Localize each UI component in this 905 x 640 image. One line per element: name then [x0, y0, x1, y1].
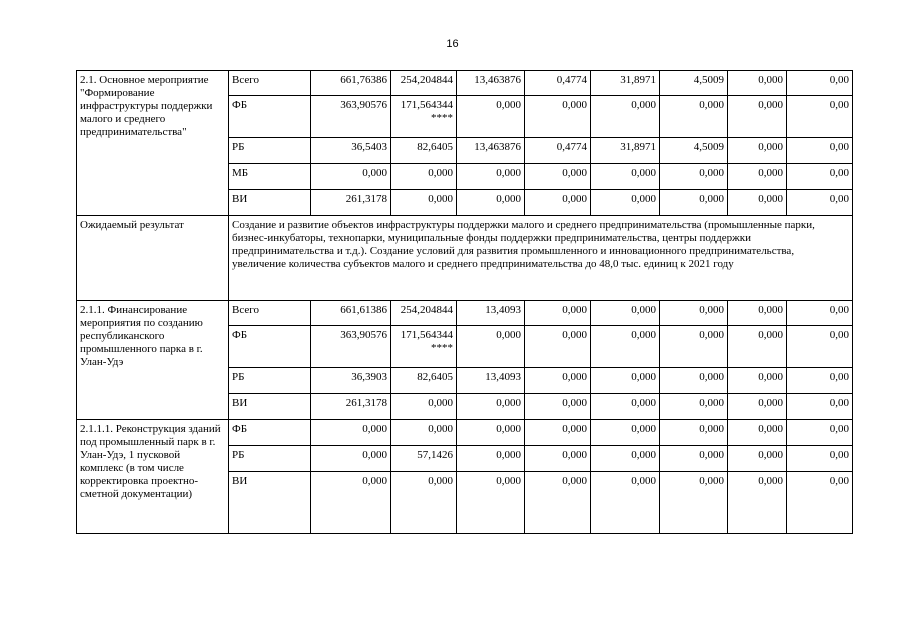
- amount-cell: [591, 472, 660, 534]
- amount-value: 0,000: [496, 167, 521, 179]
- amount-cell: [660, 138, 728, 164]
- amount-cell: [787, 71, 853, 96]
- amount-value: 363,90576: [340, 329, 387, 341]
- expected-result-label: Ожидаемый результат: [77, 216, 229, 301]
- amount-value: 0,000: [496, 449, 521, 461]
- amount-cell: [311, 446, 391, 472]
- amount-cell: [311, 71, 391, 96]
- amount-value: 0,000: [758, 423, 783, 435]
- amount-cell: [391, 394, 457, 420]
- amount-cell: [525, 326, 591, 368]
- amount-cell: [591, 394, 660, 420]
- amount-cell: [311, 301, 391, 326]
- amount-cell: [525, 164, 591, 190]
- amount-cell: [787, 472, 853, 534]
- amount-value: 0,00: [829, 167, 849, 179]
- amount-cell: [728, 446, 787, 472]
- amount-value: 0,000: [758, 371, 783, 383]
- budget-table: [76, 70, 853, 534]
- amount-cell: [525, 190, 591, 216]
- amount-value: 0,000: [758, 397, 783, 409]
- amount-cell: [591, 420, 660, 446]
- amount-value: 0,000: [362, 167, 387, 179]
- amount-value: 0,000: [562, 423, 587, 435]
- amount-value: 82,6405: [417, 141, 453, 153]
- amount-cell: [457, 190, 525, 216]
- funding-source: ВИ: [229, 472, 311, 534]
- amount-value: 254,204844: [400, 74, 453, 86]
- amount-value: 0,000: [562, 304, 587, 316]
- amount-value: 0,00: [829, 423, 849, 435]
- amount-value: 0,00: [829, 449, 849, 461]
- amount-cell: [591, 446, 660, 472]
- amount-cell: [391, 420, 457, 446]
- amount-value: 171,564344: [400, 329, 453, 341]
- funding-source: РБ: [229, 368, 311, 394]
- amount-value: 0,000: [758, 141, 783, 153]
- table-row: [77, 71, 853, 96]
- amount-value: 0,000: [428, 193, 453, 205]
- amount-cell: [728, 301, 787, 326]
- amount-cell: [311, 326, 391, 368]
- amount-cell: [311, 394, 391, 420]
- amount-cell: [660, 164, 728, 190]
- amount-cell: [660, 326, 728, 368]
- amount-value: 13,4093: [485, 371, 521, 383]
- footnote-mark: ****: [431, 342, 453, 354]
- amount-cell: [660, 71, 728, 96]
- amount-cell: [525, 420, 591, 446]
- amount-cell: [457, 138, 525, 164]
- amount-value: 0,000: [699, 449, 724, 461]
- funding-source: Всего: [229, 301, 311, 326]
- amount-cell: [525, 138, 591, 164]
- amount-value: 0,000: [699, 475, 724, 487]
- amount-cell: [457, 96, 525, 138]
- amount-value: 31,8971: [620, 74, 656, 86]
- funding-source: ВИ: [229, 190, 311, 216]
- amount-value: 0,000: [562, 193, 587, 205]
- amount-cell: [391, 446, 457, 472]
- amount-cell: [787, 190, 853, 216]
- amount-cell: [391, 190, 457, 216]
- funding-source: ВИ: [229, 394, 311, 420]
- amount-value: 36,5403: [351, 141, 387, 153]
- amount-cell: [660, 190, 728, 216]
- amount-cell: [311, 164, 391, 190]
- amount-value: 363,90576: [340, 99, 387, 111]
- expected-result-row: [77, 216, 853, 301]
- amount-value: 0,00: [829, 193, 849, 205]
- amount-value: 0,00: [829, 141, 849, 153]
- amount-cell: [591, 326, 660, 368]
- amount-cell: [311, 138, 391, 164]
- funding-source: Всего: [229, 71, 311, 96]
- amount-value: 0,000: [758, 193, 783, 205]
- amount-value: 0,000: [631, 304, 656, 316]
- amount-value: 0,000: [699, 397, 724, 409]
- amount-value: 0,000: [699, 167, 724, 179]
- amount-value: 0,000: [362, 423, 387, 435]
- amount-value: 0,000: [758, 449, 783, 461]
- funding-source: МБ: [229, 164, 311, 190]
- amount-value: 4,5009: [693, 141, 724, 153]
- page-number: 16: [446, 38, 459, 50]
- amount-value: 0,000: [562, 329, 587, 341]
- amount-value: 0,000: [562, 475, 587, 487]
- amount-cell: [525, 394, 591, 420]
- amount-value: 31,8971: [620, 141, 656, 153]
- amount-cell: [728, 420, 787, 446]
- amount-cell: [787, 420, 853, 446]
- amount-value: 0,000: [631, 397, 656, 409]
- amount-value: 0,00: [829, 329, 849, 341]
- amount-value: 82,6405: [417, 371, 453, 383]
- amount-value: 0,4774: [556, 74, 587, 86]
- amount-cell: [728, 164, 787, 190]
- amount-cell: [591, 96, 660, 138]
- amount-cell: [660, 96, 728, 138]
- amount-value: 0,000: [699, 193, 724, 205]
- amount-cell: [457, 472, 525, 534]
- footnote-mark: ****: [431, 112, 453, 124]
- amount-value: 13,463876: [474, 74, 521, 86]
- amount-cell: [660, 420, 728, 446]
- amount-value: 0,00: [829, 397, 849, 409]
- amount-value: 0,000: [699, 423, 724, 435]
- amount-cell: [728, 394, 787, 420]
- amount-value: 0,000: [428, 423, 453, 435]
- amount-cell: [787, 301, 853, 326]
- amount-cell: [728, 472, 787, 534]
- amount-cell: [787, 138, 853, 164]
- amount-value: 0,000: [496, 99, 521, 111]
- amount-cell: [525, 368, 591, 394]
- amount-value: 0,000: [562, 449, 587, 461]
- amount-value: 0,000: [496, 329, 521, 341]
- amount-value: 0,000: [758, 74, 783, 86]
- amount-cell: [311, 368, 391, 394]
- amount-value: 661,76386: [340, 74, 387, 86]
- amount-cell: [391, 301, 457, 326]
- funding-source: ФБ: [229, 96, 311, 138]
- activity-label: 2.1.1. Финансирование мероприятия по созданию республиканского промышленного парка в г. Улан-Удэ: [77, 301, 229, 420]
- amount-cell: [591, 138, 660, 164]
- amount-cell: [311, 96, 391, 138]
- amount-cell: [391, 96, 457, 138]
- amount-cell: [591, 190, 660, 216]
- amount-cell: [457, 368, 525, 394]
- amount-value: 0,000: [758, 329, 783, 341]
- amount-cell: [787, 96, 853, 138]
- amount-cell: [311, 420, 391, 446]
- amount-cell: [457, 301, 525, 326]
- amount-cell: [457, 394, 525, 420]
- amount-value: 0,000: [496, 423, 521, 435]
- amount-cell: [660, 472, 728, 534]
- amount-cell: [787, 326, 853, 368]
- amount-value: 13,463876: [474, 141, 521, 153]
- amount-cell: [660, 368, 728, 394]
- amount-value: 0,000: [562, 371, 587, 383]
- amount-value: 0,000: [631, 449, 656, 461]
- amount-cell: [457, 420, 525, 446]
- amount-cell: [525, 96, 591, 138]
- amount-cell: [660, 394, 728, 420]
- amount-value: 57,1426: [417, 449, 453, 461]
- funding-source: ФБ: [229, 326, 311, 368]
- amount-cell: [457, 326, 525, 368]
- amount-value: 254,204844: [400, 304, 453, 316]
- funding-source: ФБ: [229, 420, 311, 446]
- amount-value: 0,000: [428, 397, 453, 409]
- amount-value: 0,000: [631, 329, 656, 341]
- amount-value: 0,000: [758, 167, 783, 179]
- amount-value: 0,000: [496, 193, 521, 205]
- amount-cell: [525, 301, 591, 326]
- amount-cell: [391, 138, 457, 164]
- amount-cell: [728, 71, 787, 96]
- amount-cell: [457, 446, 525, 472]
- amount-value: 0,000: [631, 371, 656, 383]
- amount-value: 0,000: [562, 397, 587, 409]
- amount-value: 0,000: [631, 423, 656, 435]
- expected-result-text: Создание и развитие объектов инфраструктуры поддержки малого и среднего предпринимательства (промышленные парки, бизнес-инкубаторы, технопарки, муниципальные фонды поддержки предпринимательства, центры поддержки предпринимательства и т.д.). Создание условий для развития промышленного и инновационного предпринимательства, увеличение количества субъектов малого и среднего предпринимательства до 48,0 тыс. единиц к 2021 году: [229, 216, 853, 301]
- amount-cell: [787, 368, 853, 394]
- amount-value: 0,000: [562, 99, 587, 111]
- amount-value: 0,00: [829, 99, 849, 111]
- amount-value: 0,000: [758, 304, 783, 316]
- amount-value: 0,00: [829, 304, 849, 316]
- amount-cell: [591, 71, 660, 96]
- amount-cell: [787, 164, 853, 190]
- funding-source: РБ: [229, 446, 311, 472]
- amount-value: 0,000: [758, 99, 783, 111]
- amount-cell: [728, 96, 787, 138]
- amount-cell: [525, 472, 591, 534]
- amount-cell: [457, 71, 525, 96]
- amount-value: 661,61386: [340, 304, 387, 316]
- amount-cell: [391, 326, 457, 368]
- amount-value: 261,3178: [345, 397, 387, 409]
- amount-cell: [591, 164, 660, 190]
- amount-cell: [728, 190, 787, 216]
- amount-value: 0,000: [428, 167, 453, 179]
- amount-cell: [525, 71, 591, 96]
- activity-label: 2.1.1.1. Реконструкция зданий под промышленный парк в г. Улан-Удэ, 1 пусковой комплекс (в том числе корректировка проектно-сметной документации): [77, 420, 229, 534]
- amount-value: 261,3178: [345, 193, 387, 205]
- activity-label: 2.1. Основное мероприятие "Формирование инфраструктуры поддержки малого и среднего предпринимательства": [77, 71, 229, 216]
- amount-value: 0,000: [631, 99, 656, 111]
- amount-value: 0,00: [829, 371, 849, 383]
- amount-value: 0,000: [699, 329, 724, 341]
- funding-source: РБ: [229, 138, 311, 164]
- amount-cell: [457, 164, 525, 190]
- amount-value: 0,000: [631, 167, 656, 179]
- amount-value: 0,000: [631, 193, 656, 205]
- amount-value: 0,000: [631, 475, 656, 487]
- amount-value: 0,000: [428, 475, 453, 487]
- amount-value: 0,000: [496, 475, 521, 487]
- table-row: [77, 420, 853, 446]
- amount-value: 0,4774: [556, 141, 587, 153]
- amount-cell: [391, 164, 457, 190]
- amount-cell: [660, 301, 728, 326]
- amount-value: 0,000: [699, 371, 724, 383]
- amount-value: 0,00: [829, 475, 849, 487]
- amount-cell: [311, 190, 391, 216]
- amount-value: 13,4093: [485, 304, 521, 316]
- amount-cell: [391, 472, 457, 534]
- amount-cell: [591, 301, 660, 326]
- table-row: [77, 301, 853, 326]
- amount-value: 0,000: [699, 99, 724, 111]
- amount-cell: [591, 368, 660, 394]
- amount-cell: [787, 394, 853, 420]
- amount-value: 0,000: [496, 397, 521, 409]
- amount-value: 0,000: [362, 475, 387, 487]
- amount-value: 0,00: [829, 74, 849, 86]
- amount-value: 4,5009: [693, 74, 724, 86]
- amount-value: 0,000: [758, 475, 783, 487]
- amount-cell: [787, 446, 853, 472]
- amount-value: 0,000: [562, 167, 587, 179]
- amount-cell: [660, 446, 728, 472]
- amount-value: 171,564344: [400, 99, 453, 111]
- amount-value: 0,000: [362, 449, 387, 461]
- amount-value: 0,000: [699, 304, 724, 316]
- amount-cell: [311, 472, 391, 534]
- amount-cell: [525, 446, 591, 472]
- amount-value: 36,3903: [351, 371, 387, 383]
- amount-cell: [728, 368, 787, 394]
- amount-cell: [391, 71, 457, 96]
- amount-cell: [391, 368, 457, 394]
- amount-cell: [728, 326, 787, 368]
- amount-cell: [728, 138, 787, 164]
